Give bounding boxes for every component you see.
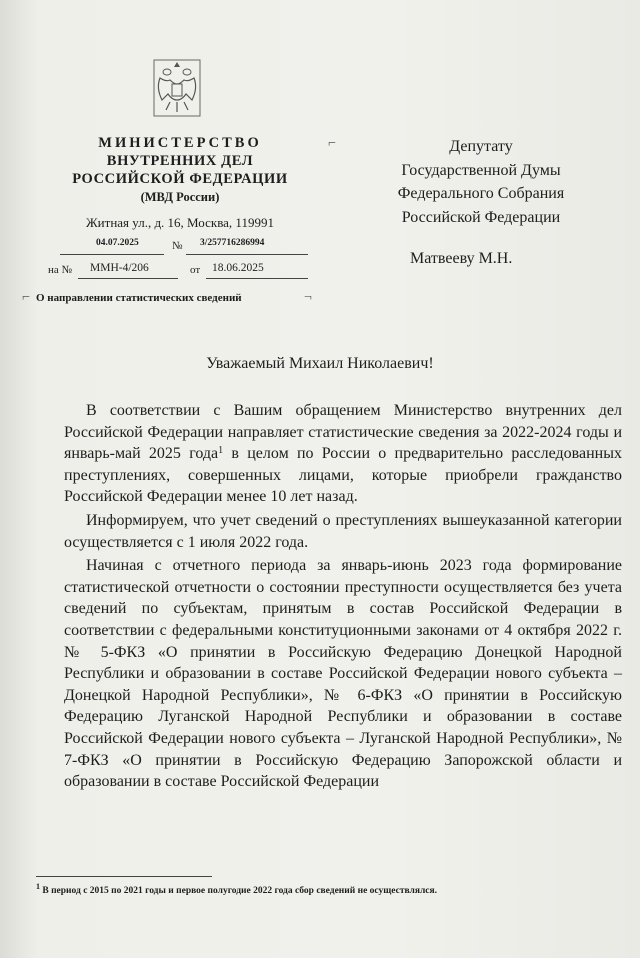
org-address: Житная ул., д. 16, Москва, 119991 [86, 215, 274, 230]
paragraph-2: Информируем, что учет сведений о преступлениях вышеуказанной категории осуществляется с 1 июля 2022 года. [64, 511, 622, 551]
coat-of-arms-icon [150, 52, 204, 122]
reference-label: на № [48, 264, 73, 276]
reference-date-underline [206, 278, 308, 279]
reference-date-label: от [190, 264, 201, 276]
reference-number: ММН-4/206 [90, 262, 149, 274]
subject-bracket-left: ⌐ [22, 290, 30, 305]
ministry-block [60, 134, 300, 231]
date-underline [60, 254, 164, 255]
reference-underline [78, 278, 178, 279]
number-label: № [172, 240, 183, 252]
addressee-line-4: Российской Федерации [401, 208, 561, 226]
addressee-block [372, 135, 590, 229]
number-underline [186, 254, 308, 255]
reference-date: 18.06.2025 [212, 262, 264, 274]
footnote-mark: 1 [36, 882, 40, 891]
footnote-text: В период с 2015 по 2021 годы и первое полугодие 2022 года сбор сведений не осуществлялся. [40, 886, 438, 897]
outgoing-date: 04.07.2025 [96, 238, 139, 248]
letter-body [64, 400, 622, 793]
subject-bracket-right: ¬ [304, 290, 312, 305]
footnote-divider [36, 876, 212, 877]
paragraph-1 [64, 400, 622, 508]
outgoing-number: 3/257716286994 [200, 238, 265, 248]
addressee-line-2: Государственной Думы [401, 161, 561, 179]
salutation: Уважаемый Михаил Николаевич! [206, 355, 434, 372]
footnote [36, 882, 437, 896]
org-name-line-3: РОССИЙСКОЙ ФЕДЕРАЦИИ [72, 171, 288, 187]
org-abbreviation: (МВД России) [140, 190, 220, 204]
addressee-line-1: Депутату [449, 138, 513, 155]
paragraph-1-start: В соответствии с Вашим обращением Министерство внутренних дел Российской Федерации направляет статистические сведения за 2022-2024 годы и январь-май 2025 года [64, 402, 622, 463]
subject-line: О направлении статистических сведений [36, 292, 242, 304]
addressee-line-3: Федерального Собрания [397, 185, 565, 202]
paragraph-3: Начиная с отчетного периода за январь-июнь 2023 года формирование статистической отчетности о состоянии преступности осуществляется без учета сведений по субъектам, принятым в состав Российской Федерации в соответствии с федеральными конституционными законами от 4 октября 2022 г. № 5-ФКЗ «О принятии в Российскую Федерацию Донецкой Народной Республики и образовании в составе Российской Федерации нового субъекта – Донецкой Народной Республики», № 6-ФКЗ «О принятии в Российскую Федерацию Луганской Народной Республики и образовании в составе Российской Федерации нового субъекта – Луганской Народной Республики», № 7-ФКЗ «О принятии в Российскую Федерацию Запорожской области и образовании в составе Российской Федерации [64, 557, 622, 791]
addressee-bracket: ⌐ [328, 136, 336, 151]
org-name-line-2: ВНУТРЕННИХ ДЕЛ [106, 153, 254, 169]
paragraph-1-end: в целом по России о предварительно расследованных преступлениях, совершенных лицами, которые приобрели гражданство Российской Федерации менее 10 лет назад. [64, 445, 622, 506]
org-name-line-1: МИНИСТЕРСТВО [98, 135, 262, 151]
addressee-name: Матвееву М.Н. [410, 250, 513, 267]
footnote-reference: 1 [218, 445, 224, 457]
